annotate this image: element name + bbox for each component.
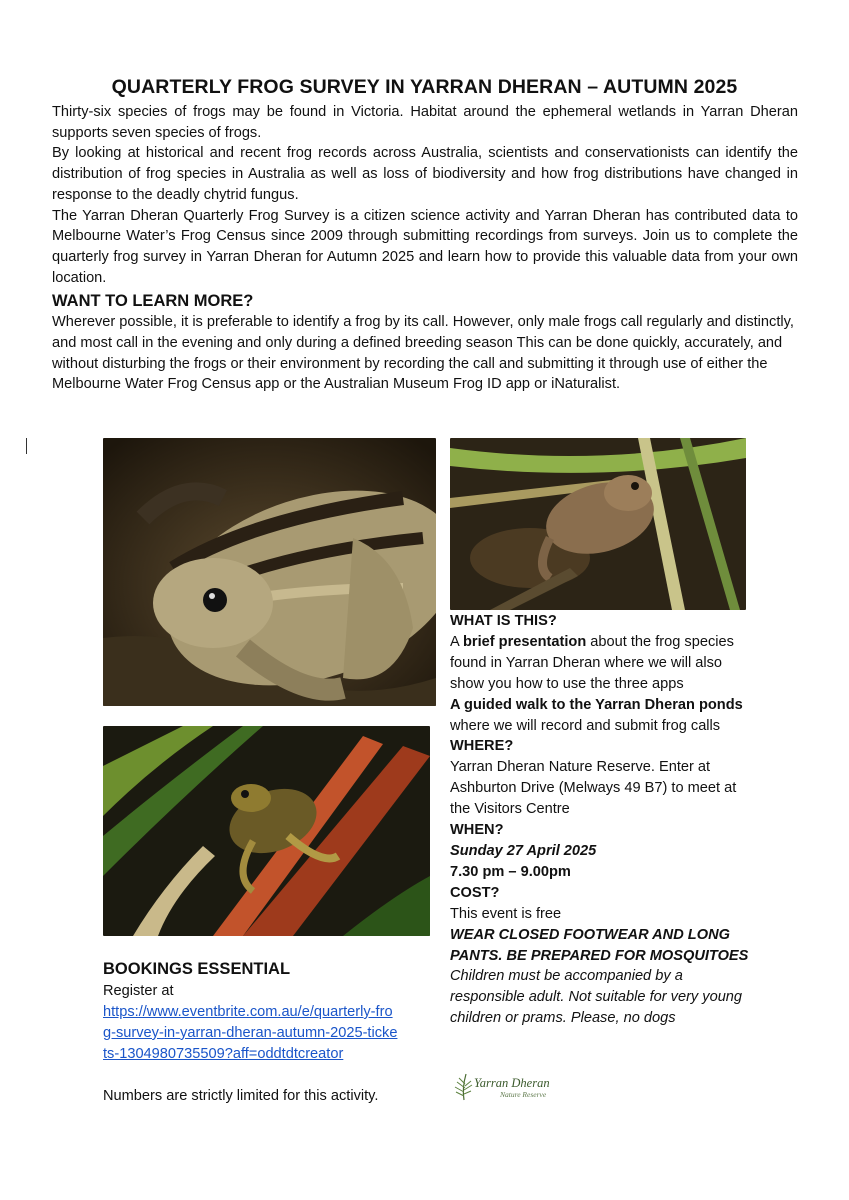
- text-cursor: [26, 438, 27, 454]
- where-heading: WHERE?: [450, 738, 514, 755]
- children-notice: Children must be accompanied by a responsible adult. Not suitable for very young children or prams. Please, no dogs: [450, 968, 743, 1027]
- footwear-warning: WEAR CLOSED FOOTWEAR AND LONG PANTS. BE PREPARED FOR MOSQUITOES: [450, 926, 749, 964]
- cost-heading: COST?: [450, 884, 500, 901]
- walk-text: A guided walk to the Yarran Dheran ponds where we will record and submit frog calls: [450, 696, 743, 734]
- booking-section: [103, 958, 403, 1106]
- what-text: A brief presentation about the frog species found in Yarran Dheran where we will also show you how to use the three apps: [450, 633, 734, 692]
- what-heading: WHAT IS THIS?: [450, 613, 557, 629]
- when-heading: WHEN?: [450, 822, 504, 839]
- brief-presentation-label: brief presentation: [462, 633, 587, 650]
- limited-notice: Numbers are strictly limited for this activity.: [103, 1087, 379, 1104]
- event-time: 7.30 pm – 9.00pm: [450, 863, 571, 880]
- logo-name: Yarran Dheran: [474, 1076, 550, 1090]
- learn-more-heading: WANT TO LEARN MORE?: [52, 292, 254, 311]
- page-title: QUARTERLY FROG SURVEY IN YARRAN DHERAN – AUTUMN 2025: [111, 76, 738, 98]
- cost-text: This event is free: [450, 905, 562, 922]
- intro-paragraph-survey: The Yarran Dheran Quarterly Frog Survey is a citizen science activity and Yarran Dheran has contributed data to Melbourne Water’s Frog Census since 2009 through submitting recordings from surveys. Join us to complete the quarterly frog survey in Yarran Dheran for Autumn 2025 and learn how to provide this valuable data from your own location.: [52, 207, 798, 286]
- frog-photo-red-reeds: [103, 726, 430, 936]
- eventbrite-link[interactable]: https://www.eventbrite.com.au/e/quarterly-frog-survey-in-yarran-dheran-autumn-2025-tickets-1304980735509?aff=oddtdtcreator: [103, 1003, 398, 1062]
- register-label: Register at: [103, 983, 174, 999]
- event-details: [450, 611, 750, 1029]
- learn-more-paragraph: Wherever possible, it is preferable to identify a frog by its call. However, only male frogs call regularly and distinctly, and most call in the evening and only during a defined breeding season This can be done quickly, accurately, and without disturbing the frogs or their environment by recording the call and submitting it through use of either the Melbourne Water Frog Census app or the Australian Museum Frog ID app or iNaturalist.: [52, 314, 794, 393]
- bookings-heading: BOOKINGS ESSENTIAL: [103, 960, 291, 978]
- intro-paragraph-records: By looking at historical and recent frog records across Australia, scientists and conservationists can identify the distribution of frog species in Australia as well as loss of biodiversity and how frog distributions have changed in response to the deadly chytrid fungus.: [52, 145, 798, 203]
- frog-photo-reeds: [450, 438, 746, 610]
- event-date: Sunday 27 April 2025: [450, 842, 597, 859]
- fern-icon: [452, 1072, 476, 1102]
- where-text: Yarran Dheran Nature Reserve. Enter at Ashburton Drive (Melways 49 B7) to meet at the Visitors Centre: [450, 759, 737, 818]
- frog-photo-striped: [103, 438, 436, 706]
- logo-subtitle: Nature Reserve: [500, 1090, 547, 1099]
- intro-section: [52, 102, 798, 395]
- intro-paragraph-species: Thirty-six species of frogs may be found in Victoria. Habitat around the ephemeral wetlands in Yarran Dheran supports seven species of frogs.: [52, 104, 798, 141]
- guided-walk-label: A guided walk to the Yarran Dheran ponds: [450, 696, 743, 713]
- yarran-dheran-logo: [452, 1072, 552, 1102]
